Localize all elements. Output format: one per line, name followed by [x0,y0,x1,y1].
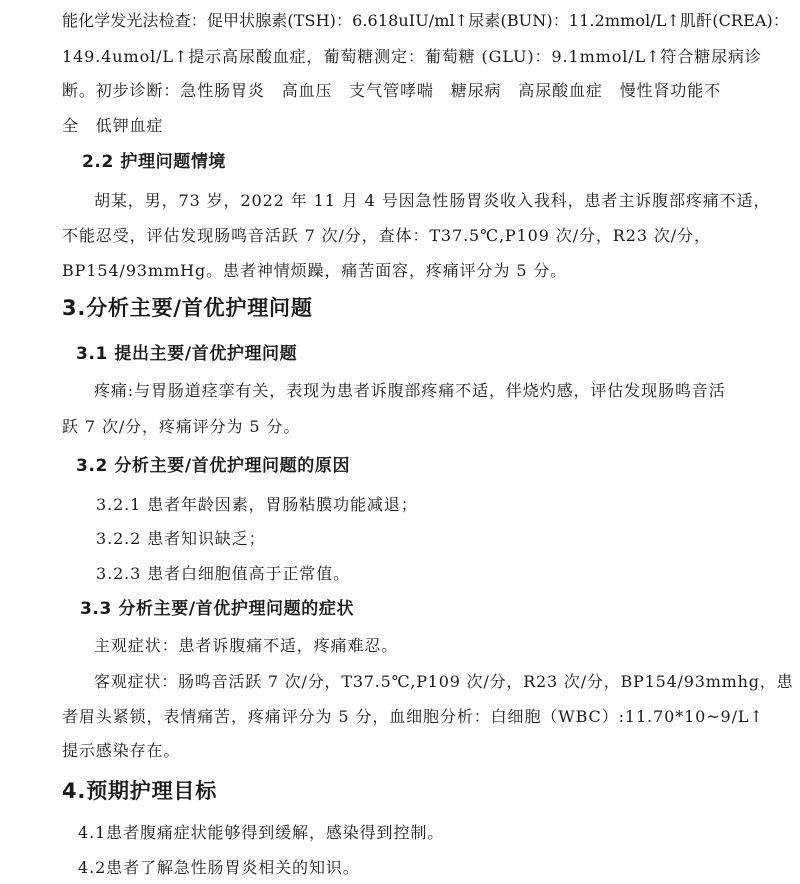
section-heading-3-2: 3.2 分析主要/首优护理问题的原因 [76,456,351,476]
list-item: 4.1患者腹痛症状能够得到缓解，感染得到控制。 [78,823,445,842]
paragraph-line: 主观症状：患者诉腹痛不适，疼痛难忍。 [94,636,399,655]
paragraph-line: 疼痛:与胃肠道痉挛有关，表现为患者诉腹部疼痛不适，伴烧灼感，评估发现肠鸣音活 [94,381,726,400]
list-item: 3.2.1 患者年龄因素，胃肠粘膜功能减退； [96,495,418,514]
paragraph-line: 149.4umol/L↑提示高尿酸血症，葡萄糖测定：葡萄糖 (GLU)：9.1mmol/L↑符合糖尿病诊 [62,47,762,66]
section-heading-4: 4.预期护理目标 [62,779,217,803]
list-item: 3.2.3 患者白细胞值高于正常值。 [96,564,350,583]
paragraph-line: 胡某，男，73 岁，2022 年 11 月 4 号因急性肠胃炎收入我科，患者主诉腹部疼痛不适， [94,191,771,210]
paragraph-line: 跃 7 次/分，疼痛评分为 5 分。 [62,417,301,436]
list-item: 3.2.2 患者知识缺乏； [96,529,266,548]
paragraph-line: 不能忍受，评估发现肠鸣音活跃 7 次/分，查体：T37.5℃,P109 次/分，R23 次/分， [62,226,711,245]
paragraph-line: 全 低钾血症 [62,116,164,135]
section-heading-2-2: 2.2 护理问题情境 [82,152,227,172]
list-item: 4.2患者了解急性肠胃炎相关的知识。 [78,858,360,877]
paragraph-line: 者眉头紧锁，表情痛苦，疼痛评分为 5 分，血细胞分析：白细胞（WBC）:11.70*10~9/L↑ [62,707,764,726]
section-heading-3-1: 3.1 提出主要/首优护理问题 [76,344,298,364]
paragraph-line: BP154/93mmHg。患者神情烦躁，痛苦面容，疼痛评分为 5 分。 [62,261,568,280]
paragraph-line: 提示感染存在。 [62,741,181,760]
paragraph-line: 客观症状：肠鸣音活跃 7 次/分，T37.5℃,P109 次/分，R23 次/分，BP154/93mmhg，患 [94,672,794,691]
section-heading-3: 3.分析主要/首优护理问题 [62,296,313,320]
paragraph-line: 断。初步诊断：急性肠胃炎 高血压 支气管哮喘 糖尿病 高尿酸血症 慢性肾功能不 [62,81,722,100]
section-heading-3-3: 3.3 分析主要/首优护理问题的症状 [80,599,355,619]
paragraph-line: 能化学发光法检查：促甲状腺素(TSH)：6.618uIU/ml↑尿素(BUN)：11.2mmol/L↑肌酐(CREA)： [62,11,789,30]
